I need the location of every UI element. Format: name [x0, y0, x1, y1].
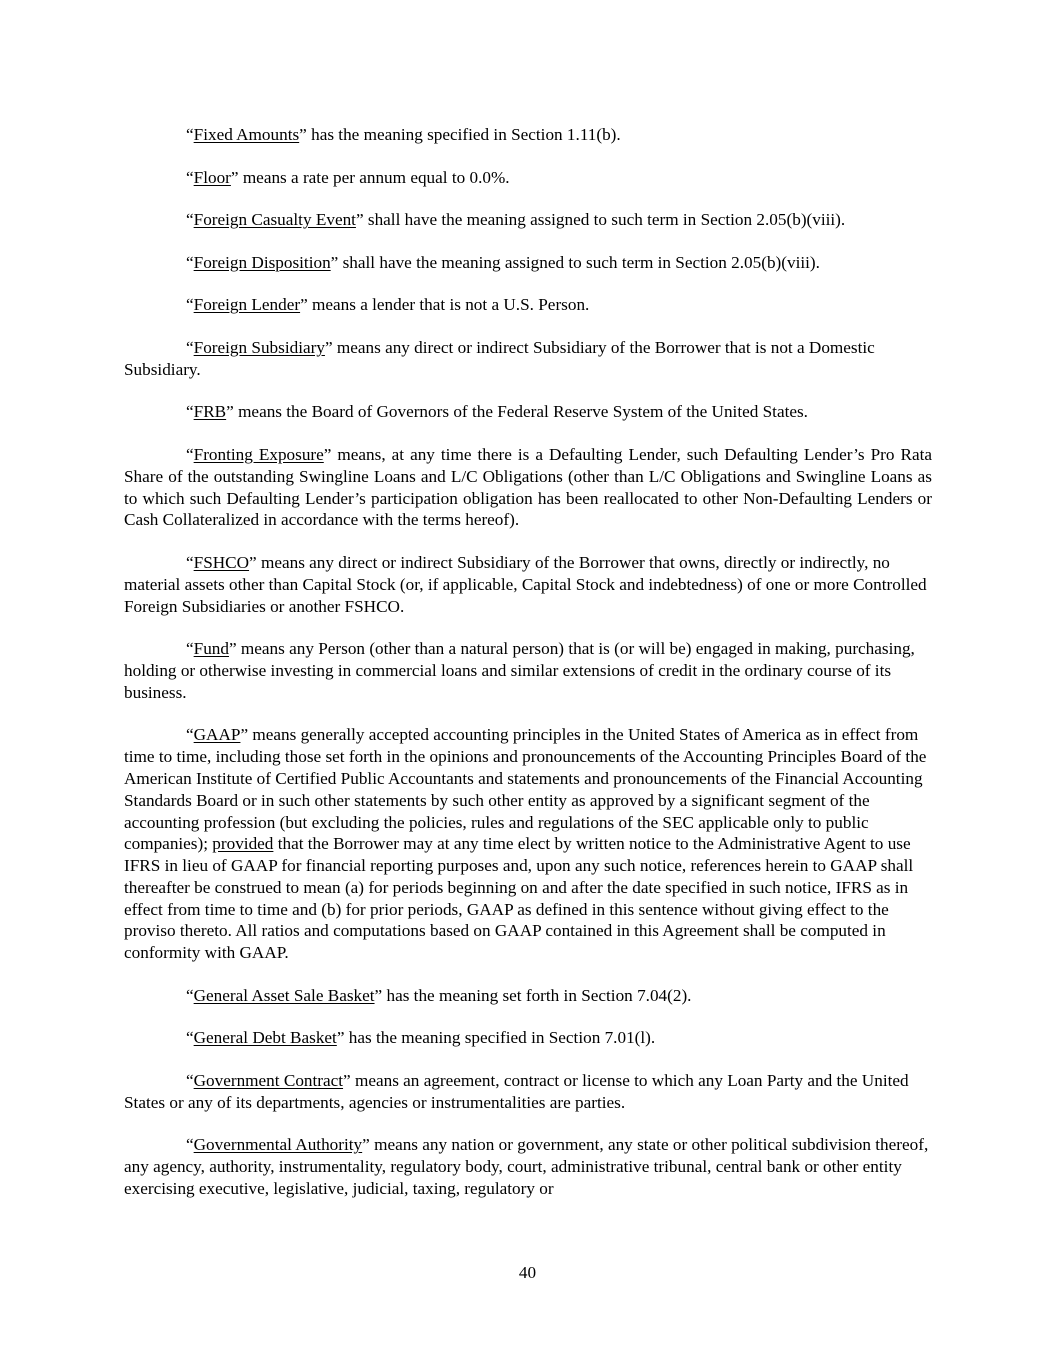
defined-term: Government Contract — [193, 1071, 344, 1091]
defined-term: Foreign Lender — [193, 295, 301, 315]
defined-term: Fixed Amounts — [193, 125, 300, 144]
definition-fixed-amounts: “Fixed Amounts” has the meaning specified in Section 1.11(b). — [186, 125, 621, 144]
definition-text: ” means any nation or government, any state or other political subdivision thereof, any agency, authority, instrumentality, regulatory body, court, administrative tribunal, central bank or other entity exercising executive, legislative, judicial, taxing, regulatory or — [124, 1135, 929, 1199]
definition-general-asset-sale-basket: “General Asset Sale Basket” has the meaning set forth in Section 7.04(2). — [186, 985, 692, 1005]
definition-text: ” means any Person (other than a natural person) that is (or will be) engaged in making, purchasing, holding or otherwise investing in commercial loans and similar extensions of credit in the ordinary course of its business. — [124, 639, 915, 702]
defined-term: Fund — [193, 639, 229, 659]
defined-term: Foreign Subsidiary — [193, 337, 325, 357]
definition-text: ” means the Board of Governors of the Federal Reserve System of the United States. — [226, 402, 808, 422]
definition-general-debt-basket: “General Debt Basket” has the meaning specified in Section 7.01(l). — [186, 1028, 656, 1048]
definition-text: ” means, at any time there is a Defaulting Lender, such Defaulting Lender’s Pro Rata Share of the outstanding Swingline Loans and L/C Obligations (other than L/C Obligations and Swingline Loans as to which such Defaulting Lender’s participation obligation has been reallocated to other Non-Defaulting Lenders or Cash Collateralized in accordance with the terms hereof). — [124, 444, 932, 530]
definition-text: ” means any direct or indirect Subsidiary of the Borrower that is not a Domestic Subsidiary. — [124, 337, 875, 379]
definition-governmental-authority: “Governmental Authority” means any nation or government, any state or other political subdivision thereof, any agency, authority, instrumentality, regulatory body, court, administrative tribunal, central bank or other entity exercising executive, legislative, judicial, taxing, regulatory or — [124, 1135, 929, 1199]
definition-text: ” means an agreement, contract or license to which any Loan Party and the United States or any of its departments, agencies or instrumentalities are parties. — [124, 1071, 909, 1112]
defined-term: GAAP — [193, 725, 241, 745]
definition-text: ” has the meaning specified in Section 7.01(l). — [336, 1028, 656, 1048]
definition-text: ” shall have the meaning assigned to such term in Section 2.05(b)(viii). — [330, 252, 820, 272]
definition-fund: “Fund” means any Person (other than a natural person) that is (or will be) engaged in making, purchasing, holding or otherwise investing in commercial loans and similar extensions of credit in the ordinary course of its business. — [124, 639, 915, 702]
definition-text: ” means a lender that is not a U.S. Person. — [300, 295, 590, 315]
defined-term: Fronting Exposure — [193, 444, 324, 464]
proviso-term: provided — [212, 834, 274, 854]
definition-foreign-lender: “Foreign Lender” means a lender that is not a U.S. Person. — [186, 295, 590, 315]
definition-text: that the Borrower may at any time elect by written notice to the Administrative Agent to use IFRS in lieu of GAAP for financial reporting purposes and, upon any such notice, references herein to GAAP shall thereafter be construed to mean (a) for periods beginning on and after the date specified in such notice, IFRS as in effect from time to time and (b) for prior periods, GAAP as defined in this sentence without giving effect to the proviso thereto. All ratios and computations based on GAAP contained in this Agreement shall be computed in conformity with GAAP. — [124, 834, 914, 963]
defined-term: General Debt Basket — [193, 1028, 337, 1048]
definition-government-contract: “Government Contract” means an agreement, contract or license to which any Loan Party and the United States or any of its departments, agencies or instrumentalities are parties. — [124, 1071, 909, 1112]
defined-term: FSHCO — [193, 552, 250, 572]
definition-fronting-exposure: “Fronting Exposure” means, at any time there is a Defaulting Lender, such Defaulting Lender’s Pro Rata Share of the outstanding Swingline Loans and L/C Obligations (other than L/C Obligations and Swingline Loans as to which such Defaulting Lender’s participation obligation has been reallocated to other Non-Defaulting Lenders or Cash Collateralized in accordance with the terms hereof). — [124, 444, 932, 530]
definition-gaap: “GAAP” means generally accepted accounting principles in the United States of America as in effect from time to time, including those set forth in the opinions and pronouncements of the Accounting Principles Board of the American Institute of Certified Public Accountants and statements and pronouncements of the Financial Accounting Standards Board or in such other statements by such other entity as approved by a significant segment of the accounting profession (but excluding the policies, rules and regulations of the SEC applicable only to public companies); provided that the Borrower may at any time elect by written notice to the Administrative Agent to use IFRS in lieu of GAAP for financial reporting purposes and, upon any such notice, references herein to GAAP shall thereafter be construed to mean (a) for periods beginning on and after the date specified in such notice, IFRS as in effect from time to time and (b) for prior periods, GAAP as defined in this sentence without giving effect to the proviso thereto. All ratios and computations based on GAAP contained in this Agreement shall be computed in conformity with GAAP. — [124, 725, 927, 963]
definition-text: ” has the meaning specified in Section 1.11(b). — [299, 125, 621, 144]
defined-term: Foreign Casualty Event — [193, 210, 356, 230]
definition-text: ” has the meaning set forth in Section 7.04(2). — [374, 985, 692, 1005]
definition-foreign-subsidiary: “Foreign Subsidiary” means any direct or indirect Subsidiary of the Borrower that is not a Domestic Subsidiary. — [124, 337, 875, 379]
definition-text: ” means any direct or indirect Subsidiary of the Borrower that owns, directly or indirectly, no material assets other than Capital Stock (or, if applicable, Capital Stock and indebtedness) of one or more Controlled Foreign Subsidiaries or another FSHCO. — [124, 552, 927, 616]
definition-text: ” means generally accepted accounting principles in the United States of America as in effect from time to time, including those set forth in the opinions and pronouncements of the Accounting Principles Board of the American Institute of Certified Public Accountants and statements and pronouncements of the Financial Accounting Standards Board or in such other statements by such other entity as approved by a significant segment of the accounting profession (but excluding the policies, rules and regulations of the SEC applicable only to public companies); — [124, 725, 927, 854]
definition-floor: “Floor” means a rate per annum equal to 0.0%. — [186, 167, 510, 187]
definition-foreign-disposition: “Foreign Disposition” shall have the meaning assigned to such term in Section 2.05(b)(viii). — [186, 252, 820, 272]
defined-term: General Asset Sale Basket — [193, 985, 375, 1005]
definition-foreign-casualty-event: “Foreign Casualty Event” shall have the meaning assigned to such term in Section 2.05(b)(viii). — [186, 210, 846, 230]
defined-term: Foreign Disposition — [193, 252, 331, 272]
defined-term: Floor — [193, 167, 231, 187]
page-number: 40 — [518, 1263, 537, 1282]
definition-frb: “FRB” means the Board of Governors of the Federal Reserve System of the United States. — [186, 402, 808, 422]
defined-term: Governmental Authority — [193, 1135, 363, 1155]
definition-fshco: “FSHCO” means any direct or indirect Subsidiary of the Borrower that owns, directly or indirectly, no material assets other than Capital Stock (or, if applicable, Capital Stock and indebtedness) of one or more Controlled Foreign Subsidiaries or another FSHCO. — [124, 552, 927, 616]
document-page — [124, 124, 932, 1221]
definition-text: ” means a rate per annum equal to 0.0%. — [230, 167, 510, 187]
definition-text: ” shall have the meaning assigned to such term in Section 2.05(b)(viii). — [355, 210, 846, 230]
defined-term: FRB — [193, 402, 227, 422]
